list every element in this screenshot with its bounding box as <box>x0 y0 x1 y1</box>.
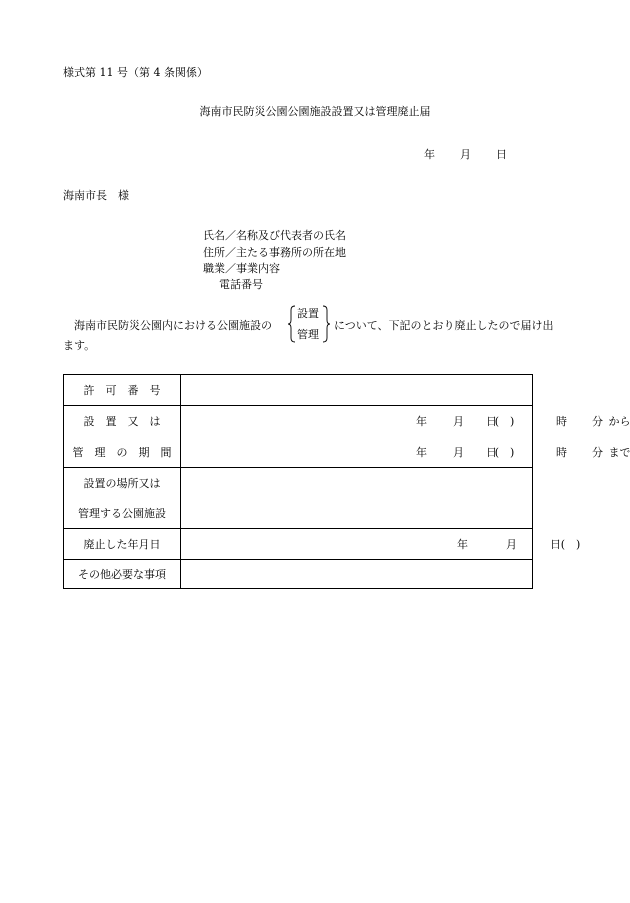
other-label: その他必要な事項 <box>78 568 166 581</box>
table-row-permit-number <box>64 375 532 406</box>
table-row-period <box>64 406 630 468</box>
start-minute-unit: 分 <box>592 415 603 428</box>
table-row-location <box>64 468 532 529</box>
document-title: 海南市民防災公園公園施設設置又は管理廃止届 <box>199 105 431 118</box>
end-minute-unit: 分 <box>592 446 603 459</box>
applicant-address-field: 住所／主たる事務所の所在地 <box>203 246 346 259</box>
label-cell <box>64 406 181 467</box>
location-field[interactable] <box>181 468 532 528</box>
applicant-name-field: 氏名／名称及び代表者の氏名 <box>203 229 346 242</box>
until-suffix: まで <box>608 446 630 459</box>
end-weekday: ( ) <box>494 446 515 459</box>
abolition-day-unit: 日 <box>550 538 561 551</box>
end-year-unit: 年 <box>416 446 427 459</box>
label-cell <box>64 468 181 528</box>
location-label-line1: 設置の場所又は <box>83 477 161 490</box>
table-row-other <box>64 560 532 588</box>
date-day: 日 <box>496 148 507 161</box>
label-cell <box>64 375 181 405</box>
start-hour-unit: 時 <box>556 415 567 428</box>
label-cell <box>64 529 181 559</box>
permit-number-label: 許 可 番 号 <box>83 384 161 397</box>
start-month-unit: 月 <box>453 415 464 428</box>
submission-date <box>424 149 507 160</box>
abolition-date-field[interactable] <box>181 529 581 559</box>
applicant-occupation-field: 職業／事業内容 <box>203 262 280 275</box>
permit-number-field[interactable] <box>181 375 532 405</box>
addressee: 海南市長 様 <box>63 189 129 202</box>
abolition-date-label: 廃止した年月日 <box>83 538 161 551</box>
label-cell <box>64 560 181 588</box>
brace-option-setting: 設置 <box>297 307 319 320</box>
date-year: 年 <box>424 148 435 161</box>
date-month: 月 <box>460 148 471 161</box>
abolition-year-unit: 年 <box>457 538 468 551</box>
body-text-start: 海南市民防災公園内における公園施設の <box>74 319 272 332</box>
form-number: 様式第 11 号（第 4 条関係） <box>63 66 208 79</box>
end-day-unit: 日 <box>486 446 497 459</box>
from-suffix: から <box>608 415 630 428</box>
abolition-month-unit: 月 <box>506 538 517 551</box>
other-field[interactable] <box>181 560 532 588</box>
location-label-line2: 管理する公園施設 <box>78 507 166 520</box>
period-label-line1: 設 置 又 は <box>83 415 161 428</box>
body-text-line2: ます。 <box>63 339 96 352</box>
brace-choice <box>287 305 331 343</box>
start-day-unit: 日 <box>486 415 497 428</box>
start-year-unit: 年 <box>416 415 427 428</box>
table-row-abolition-date <box>64 529 581 560</box>
applicant-phone-field: 電話番号 <box>219 278 263 291</box>
period-field[interactable] <box>181 406 630 467</box>
period-label-line2: 管 理 の 期 間 <box>72 446 172 459</box>
end-month-unit: 月 <box>453 446 464 459</box>
notice-form-table <box>63 374 630 589</box>
brace-option-management: 管理 <box>297 328 319 341</box>
end-hour-unit: 時 <box>556 446 567 459</box>
abolition-weekday: ( ) <box>560 538 581 551</box>
body-text-end: について、下記のとおり廃止したので届け出 <box>334 319 554 332</box>
start-weekday: ( ) <box>494 415 515 428</box>
